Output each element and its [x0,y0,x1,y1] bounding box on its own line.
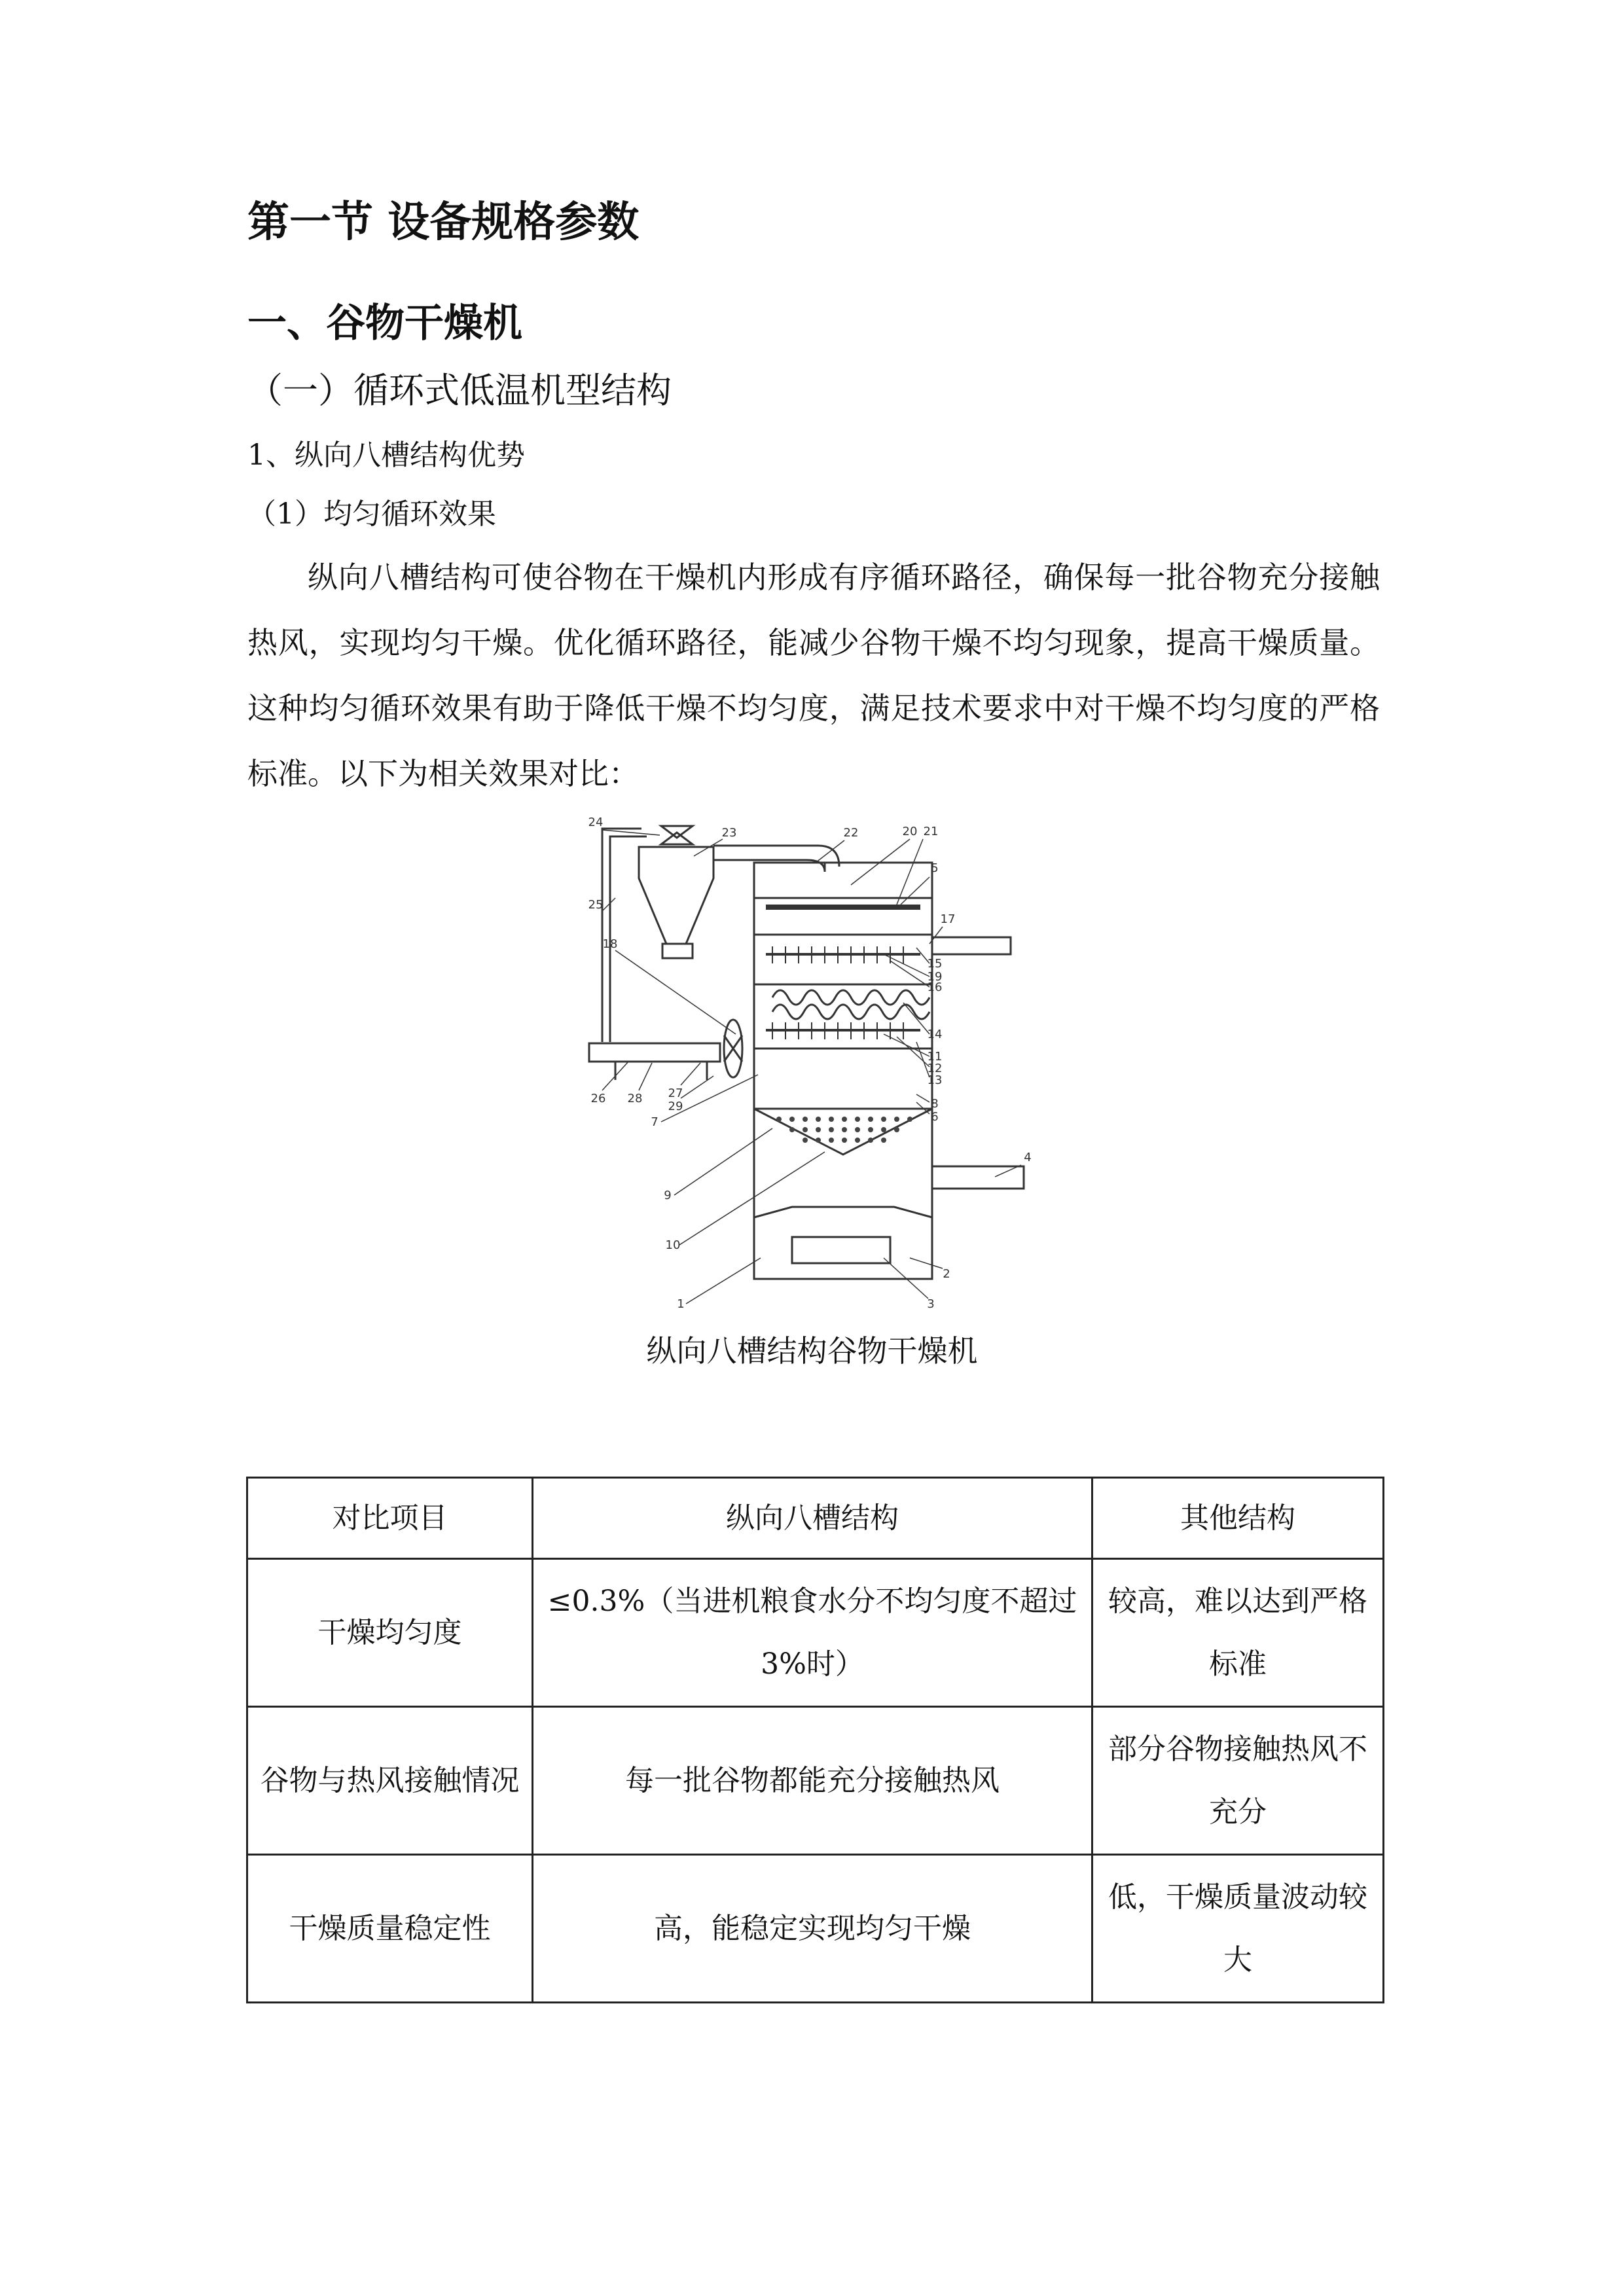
label-15: 15 [927,957,943,971]
fan-base [589,1043,720,1062]
comparison-table [246,1477,1384,2003]
table-cell: 高，能稳定实现均匀干燥 [533,1855,1092,2003]
table-row [247,1559,1384,1707]
lower-plate [754,1207,932,1217]
label-8: 8 [931,1097,939,1111]
label-23: 23 [721,826,737,840]
label-12: 12 [927,1062,943,1075]
table-cell: 每一批谷物都能充分接触热风 [533,1707,1092,1855]
label-19: 19 [927,970,943,984]
label-18: 18 [602,937,618,951]
body-paragraph: 纵向八槽结构可使谷物在干燥机内形成有序循环路径，确保每一批谷物充分接触热风，实现均匀干燥。优化循环路径，能减少谷物干燥不均匀现象，提高干燥质量。这种均匀循环效果有助于降低干燥不均匀度，满足技术要求中对干燥不均匀度的严格标准。以下为相关效果对比： [247,560,1380,791]
table-cell: 较高，难以达到严格标准 [1092,1559,1384,1707]
section-title: 第一节 设备规格参数 [247,198,640,247]
table-header: 纵向八槽结构 [533,1478,1092,1559]
label-2: 2 [943,1267,950,1281]
label-28: 28 [627,1092,643,1105]
label-29: 29 [668,1100,683,1113]
heading-uniform-circulation: （1）均匀循环效果 [247,497,496,531]
label-21: 21 [923,825,939,838]
heading-grain-dryer: 一、谷物干燥机 [247,300,522,346]
label-10: 10 [665,1238,681,1252]
table-row [247,1855,1384,2003]
label-14: 14 [927,1028,943,1041]
table-header: 其他结构 [1092,1478,1384,1559]
label-26: 26 [590,1092,606,1105]
label-25: 25 [588,898,604,912]
label-6: 6 [931,1110,939,1124]
label-3: 3 [927,1297,935,1309]
label-22: 22 [843,826,859,840]
heading-circulating-low-temp: （一）循环式低温机型结构 [247,370,672,411]
dryer-roof [754,863,932,898]
label-24: 24 [588,816,604,829]
label-17: 17 [940,912,956,926]
table-header: 对比项目 [247,1478,533,1559]
dryer-structure-diagram [576,806,1100,1309]
table-cell: 低，干燥质量波动较大 [1092,1855,1384,2003]
cyclone-bin [662,944,693,958]
label-1: 1 [677,1297,685,1309]
label-11: 11 [927,1050,943,1064]
inlet-pipe [932,937,1011,954]
label-4: 4 [1024,1151,1032,1164]
label-13: 13 [927,1073,943,1087]
burner-box [792,1237,890,1263]
screw-coil [772,990,929,1005]
heading-eight-trough-advantage: 1、纵向八槽结构优势 [247,439,525,472]
table-cell: 干燥均匀度 [247,1559,533,1707]
label-27: 27 [668,1086,683,1100]
return-pipe [602,829,641,1042]
label-16: 16 [927,980,943,994]
table-cell: 谷物与热风接触情况 [247,1707,533,1855]
label-5: 5 [931,861,939,875]
table-row [247,1707,1384,1855]
figure-caption: 纵向八槽结构谷物干燥机 [646,1333,978,1369]
label-9: 9 [664,1189,672,1202]
label-7: 7 [651,1115,659,1129]
table-header-row [247,1478,1384,1559]
table-cell: 干燥质量稳定性 [247,1855,533,2003]
table-cell: 部分谷物接触热风不充分 [1092,1707,1384,1855]
label-20: 20 [902,825,918,838]
cyclone [639,847,713,944]
table-cell: ≤0.3%（当进机粮食水分不均匀度不超过 3%时） [533,1559,1092,1707]
